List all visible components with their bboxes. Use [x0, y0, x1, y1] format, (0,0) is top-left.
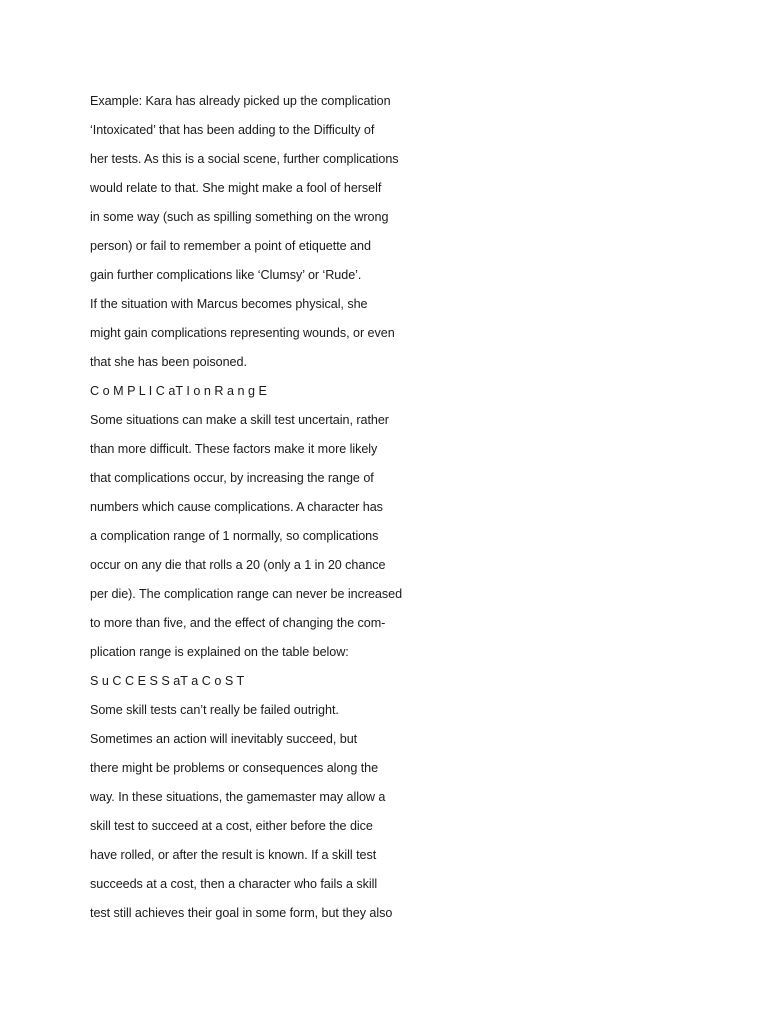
section-heading: C o M P L I C aT I o n R a n g E	[90, 384, 267, 398]
body-text-line: Some situations can make a skill test uncertain, rather	[90, 413, 389, 427]
body-text-line: per die). The complication range can never be increased	[90, 587, 403, 601]
body-text-line: plication range is explained on the table below:	[90, 645, 349, 659]
body-text-line: person) or fail to remember a point of etiquette and	[90, 239, 371, 253]
body-text-line: way. In these situations, the gamemaster may allow a	[90, 790, 386, 804]
body-text-line: that she has been poisoned.	[90, 355, 247, 369]
body-text-line: might gain complications representing wounds, or even	[90, 326, 395, 340]
body-text-line: ‘Intoxicated’ that has been adding to the Difficulty of	[90, 123, 375, 137]
section-heading: S u C C E S S aT a C o S T	[90, 674, 245, 688]
body-text-line: would relate to that. She might make a fool of herself	[90, 181, 382, 195]
body-text-line: to more than five, and the effect of changing the com-	[90, 616, 386, 630]
body-text-line: Some skill tests can’t really be failed outright.	[90, 703, 339, 717]
body-text-line: If the situation with Marcus becomes physical, she	[90, 297, 368, 311]
body-text-line: Example: Kara has already picked up the complication	[90, 94, 391, 108]
body-text-line: occur on any die that rolls a 20 (only a 1 in 20 chance	[90, 558, 386, 572]
body-text-line: Sometimes an action will inevitably succeed, but	[90, 732, 358, 746]
body-text-line: a complication range of 1 normally, so complications	[90, 529, 379, 543]
body-text-line: that complications occur, by increasing the range of	[90, 471, 374, 485]
body-text-line: than more difficult. These factors make it more likely	[90, 442, 378, 456]
body-text-line: test still achieves their goal in some form, but they also	[90, 906, 393, 920]
body-text-line: in some way (such as spilling something on the wrong	[90, 210, 389, 224]
body-text-line: skill test to succeed at a cost, either before the dice	[90, 819, 373, 833]
body-text-line: there might be problems or consequences along the	[90, 761, 379, 775]
body-text-line: numbers which cause complications. A character has	[90, 500, 383, 514]
body-text-line: her tests. As this is a social scene, further complications	[90, 152, 399, 166]
body-text-line: succeeds at a cost, then a character who fails a skill	[90, 877, 378, 891]
body-text-line: have rolled, or after the result is known. If a skill test	[90, 848, 377, 862]
text-column	[90, 87, 420, 928]
body-text-line: gain further complications like ‘Clumsy’ or ‘Rude’.	[90, 268, 362, 282]
